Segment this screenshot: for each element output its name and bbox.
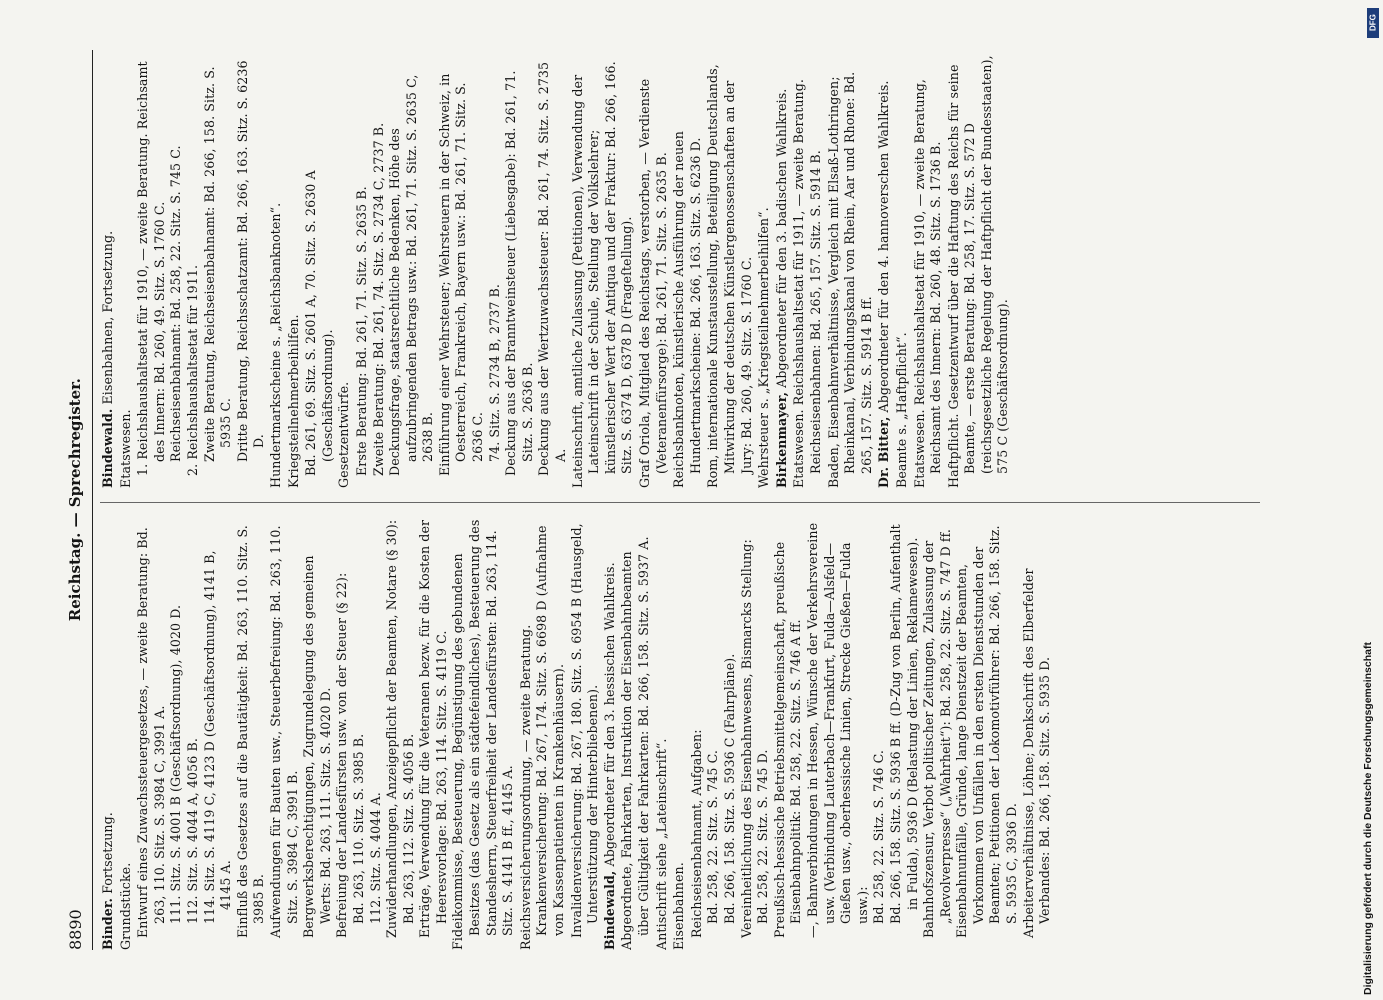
register-subentry: Deckung aus der Branntweinsteuer (Liebesgabe): Bd. 261, 71. Sitz. S. 2636 B. [503, 70, 535, 476]
register-subentry: Entwurf eines Zuwachssteuergesetzes, — zweite Beratung: Bd. 263, 110. Sitz. S. 3984 C, 3991 A. [135, 527, 167, 938]
register-page [60, 50, 1360, 950]
page-header [60, 50, 90, 950]
register-entry: Kriegsteilnehmerbeihilfen. [285, 314, 301, 488]
register-subentry: Bd. 263, 110. Sitz. S. 3985 B. [350, 733, 366, 924]
page-number: 8890 [65, 909, 85, 950]
register-subentry: Bahnhofszensur, Verbot politischer Zeitungen, Zulassung der „Revolverpresse“ („Wahrheit“): Bd. 258, 22. Sitz. S. 747 D ff. [921, 528, 953, 938]
register-subentry: 112. Sitz. S. 4044 A, 4056 B. [184, 738, 200, 924]
speaker-heading [774, 50, 791, 488]
register-entry: Etatswesen. [117, 409, 133, 488]
left-column [100, 518, 1340, 950]
speaker-description: Fortsetzung. [100, 812, 115, 899]
register-subentry: Vereinheitlichung des Eisenbahnwesens, Bismarcks Stellung: Bd. 258, 22. Sitz. S. 745 D. [738, 539, 771, 938]
register-subentry: Eisenbahnunfälle, Gründe, lange Dienstzeit der Beamten, Vorkommen von Unfällen in den ersten Dienststunden der Beamten; Petitionen der Lokomotivführer: Bd. 266, 158. Sitz. S. 5935 C, 3936 D. [954, 525, 1020, 938]
register-subentry: Bd. 258, 22. Sitz. S. 745 C. [705, 750, 721, 924]
register-entry: Reichsbanknoten, künstlerische Ausführung der neuen Hundertmarkscheine: Bd. 266, 163. Sitz. S. 6236 D. [671, 131, 703, 488]
speaker-description: Abgeordneter für den 3. hessischen Wahlkreis. [601, 562, 617, 871]
register-subentry: 114. Sitz. S. 4119 C, 4123 D (Geschäftsordnung), 4141 B, 4145 A. [201, 550, 234, 924]
register-subentry: Invalidenversicherung: Bd. 267, 180. Sitz. S. 6954 B (Hausgeld, Unterstützung der Hinterbliebenen). [568, 523, 601, 938]
register-subentry: Arbeiterverhältnisse, Löhne; Denkschrift des Elberfelder Verbandes: Bd. 266, 158. Sitz. S. 5935 D. [1020, 568, 1053, 938]
speaker-name: Bindewald, [601, 870, 617, 950]
speaker-name: Bindewald. [100, 408, 115, 488]
register-entry: Antischrift siehe „Lateinschrift“. [653, 738, 669, 950]
speaker-heading [602, 518, 619, 950]
register-entry: Lateinschrift, amtliche Zulassung (Petitionen), Verwendung der Lateinschrift in der Schule, Stellung der Volkslehrer; künstlerischer Wert der Antiqua und der Fraktur: Bd. 266, 166. Sitz. S. 6374 D, 6378 D (Frageſtellung). [569, 61, 635, 488]
register-subentry: Zweite Beratung, Reichseisenbahnamt: Bd. 266, 158. Sitz. S. 5935 C. [201, 66, 234, 462]
register-entry: Etatswesen. Reichshaushaltsetat für 1910, — zweite Beratung, Reichsamt des Innern: Bd. 260, 48. Sitz. S. 1736 B. [911, 78, 944, 488]
register-subentry: Bd. 258, 22. Sitz. S. 746 C. [871, 750, 887, 924]
register-subentry: Aufwendungen für Bauten usw., Steuerbefreiung: Bd. 263, 110. Sitz. S. 3984 C, 3991 B. [267, 525, 300, 938]
speaker-heading [100, 518, 117, 950]
speaker-description: Abgeordneter für den 4. hannoverschen Wahlkreis. [876, 80, 892, 417]
register-subentry: Zweite Beratung: Bd. 261, 74. Sitz. S. 2734 C, 2737 B. [370, 122, 386, 476]
speaker-heading [876, 50, 893, 488]
register-entry: Etatswesen. Reichshaushaltsetat für 1911, — zweite Beratung. Reichseisenbahnen: Bd. 265, 157. Sitz. S. 5914 B. [791, 78, 823, 488]
register-subentry: Befreiung der Landesfürsten usw. von der Steuer (§ 22): [334, 572, 350, 938]
register-subentry: 112. Sitz. S. 4044 A. [367, 792, 383, 924]
register-entry: Hundertmarkscheine s. „Reichsbanknoten“. [267, 202, 283, 488]
speaker-heading [100, 50, 117, 488]
speaker-name: Birkenmayer, [773, 391, 789, 488]
register-subentry: Erträge, Verwendung für die Veteranen bezw. für die Kosten der Heeresvorlage: Bd. 263, 114. Sitz. S. 4119 C. [417, 519, 449, 938]
speaker-description: Abgeordneter für den 3. badischen Wahlkreis. [773, 88, 789, 392]
speaker-description: Eisenbahnen, Fortsetzung. [100, 230, 115, 409]
register-subentry: Deckungsfrage, staatsrechtliche Bedenken, Höhe des aufzubringenden Betrags usw.: Bd. 261, 71. Sitz. S. 2635 C, 2638 B. [387, 74, 436, 476]
register-entry: Haftpflicht. Gesetzentwurf über die Haftung des Reichs für seine Beamte, — erste Beratung: Bd. 258, 17. Sitz. S. 572 D (reichsgesetzliche Regelung der Haftpflicht der Bundesstaaten), 575 C (Geschäftsordnung). [945, 55, 1011, 488]
register-subentry: —, Bahnverbindungen in Hessen, Wünsche der Verkehrsvereine usw. (Verbindung Lauterbach—Frankfurt, Fulda—Alsfeld—Gießen usw., oberhessische Linien, Strecke Gießen—Fulda usw.): [804, 522, 870, 938]
register-subentry: Deckung aus der Wertzuwachssteuer: Bd. 261, 74. Sitz. S. 2735 A. [536, 61, 569, 476]
register-entry: Eisenbahnen. [671, 862, 687, 950]
dfg-logo-badge: DFG [1367, 8, 1379, 38]
register-subentry: 1. Reichshaushaltsetat für 1910, — zweite Beratung. Reichsamt des Innern: Bd. 260, 49. Sitz. S. 1760 C. [135, 61, 167, 476]
register-entry: Beamte s. „Haftpflicht“. [893, 332, 909, 488]
register-subentry: Bergwerksberechtigungen, Zugrundelegung des gemeinen Werts: Bd. 263, 111. Sitz. S. 4020 D. [301, 555, 333, 938]
register-subentry: Reichseisenbahnamt: Bd. 258, 22. Sitz. S. 745 C. [168, 145, 184, 462]
register-subentry: Reichseisenbahnamt, Aufgaben: [688, 729, 704, 938]
register-subentry: 74. Sitz. S. 2734 B, 2737 B. [486, 284, 502, 462]
speaker-name: Binder. [100, 898, 115, 950]
register-entry: Baden, Eisenbahnverhältnisse, Vergleich mit Elsaß-Lothringen; Rheinkanal, Verbindungskanal von Rhein, Aar und Rhone: Bd. 265, 157. Sitz. S. 5914 B ff. [825, 71, 874, 488]
register-subentry: Einfluß des Gesetzes auf die Bautätigkeit: Bd. 263, 110. Sitz. S. 3985 B. [234, 525, 267, 938]
register-entry: Grundstücke. [117, 862, 133, 950]
register-entry: Gesetzentwürfe. [336, 381, 352, 488]
register-subentry: Dritte Beratung, Reichsschatzamt: Bd. 266, 163. Sitz. S. 6236 D. [234, 60, 267, 462]
register-subentry: Erste Beratung: Bd. 261, 71. Sitz. S. 2635 B. [353, 186, 369, 476]
register-entry: Reichsversicherungsordnung, — zweite Beratung. Krankenversicherung: Bd. 267, 174. Sitz. S. 6698 D (Aufnahme von Kassenpatienten in Krankenhäusern). [517, 525, 567, 950]
register-subentry: Bd. 266, 158. Sitz. S. 5936 C (Fahrpläne). [721, 653, 737, 924]
register-subentry: Bd. 266, 158. Sitz. S. 5936 B ff. (D-Zug von Berlin, Aufenthalt in Fulda), 5936 D (Belastung der Linien, Reklamewesen). [887, 524, 920, 924]
register-entry: Graf Oriola, Mitglied des Reichstags, verstorben, — Verdienste (Veteranenfürsorge): Bd. 261, 71. Sitz. S. 2635 B. [637, 78, 669, 488]
right-column [100, 50, 1340, 488]
register-subentry: Einführung einer Wehrsteuer; Wehrsteuern in der Schweiz, in Oesterreich, Frankreich, Bayern usw.: Bd. 261, 71. Sitz. S. 2636 C. [436, 73, 486, 476]
register-entry: Fideikommisse, Besteuerung, Begünstigung des gebundenen Besitzes (das Gesetz als ein städtefeindliches), Besteuerung des Standesherrn, Steuerfreiheit der Landesfürsten: Bd. 263, 114. Sitz. S. 4141 B ff., 4145 A. [450, 519, 516, 950]
register-entry: Wehrsteuer s. „Kriegsteilnehmerbeihilfen“. [756, 207, 772, 488]
column-divider [100, 502, 1260, 503]
register-entry: Abgeordnete, Fahrkarten, Instruktion der Eisenbahnbeamten über Gültigkeit der Fahrkarten: Bd. 266, 158. Sitz. S. 5937 A. [619, 536, 651, 950]
speaker-name: Dr. Bitter, [876, 416, 892, 488]
register-entry: Rom, internationale Kunstausstellung, Beteiligung Deutschlands, Mitwirkung der deutschen Künstlergenossenschaften an der Jury: Bd. 260, 49. Sitz. S. 1760 C. [705, 64, 754, 488]
register-subentry: Bd. 261, 69. Sitz. S. 2601 A, 70. Sitz. S. 2630 A (Geschäftsordnung). [303, 170, 335, 476]
register-subentry: 111. Sitz. S. 4001 B (Geschäftsordnung), 4020 D. [168, 604, 184, 924]
register-subentry: Preußisch-hessische Betriebsmittelgemeinschaft, preußische Eisenbahnpolitik: Bd. 258, 22. Sitz. S. 746 A ff. [771, 541, 804, 938]
digitization-credit: Digitalisierung gefördert durch die Deutsche Forschungsgemeinschaft [1362, 642, 1374, 995]
header-rule [92, 50, 93, 950]
register-subentry: Zuwiderhandlungen, Anzeigepflicht der Beamten, Notare (§ 30): Bd. 263, 112. Sitz. S. 4056 B. [384, 519, 416, 938]
running-title: Reichstag. — Sprechregister. [66, 378, 84, 622]
register-subentry: 2. Reichshaushaltsetat für 1911. [184, 264, 200, 476]
